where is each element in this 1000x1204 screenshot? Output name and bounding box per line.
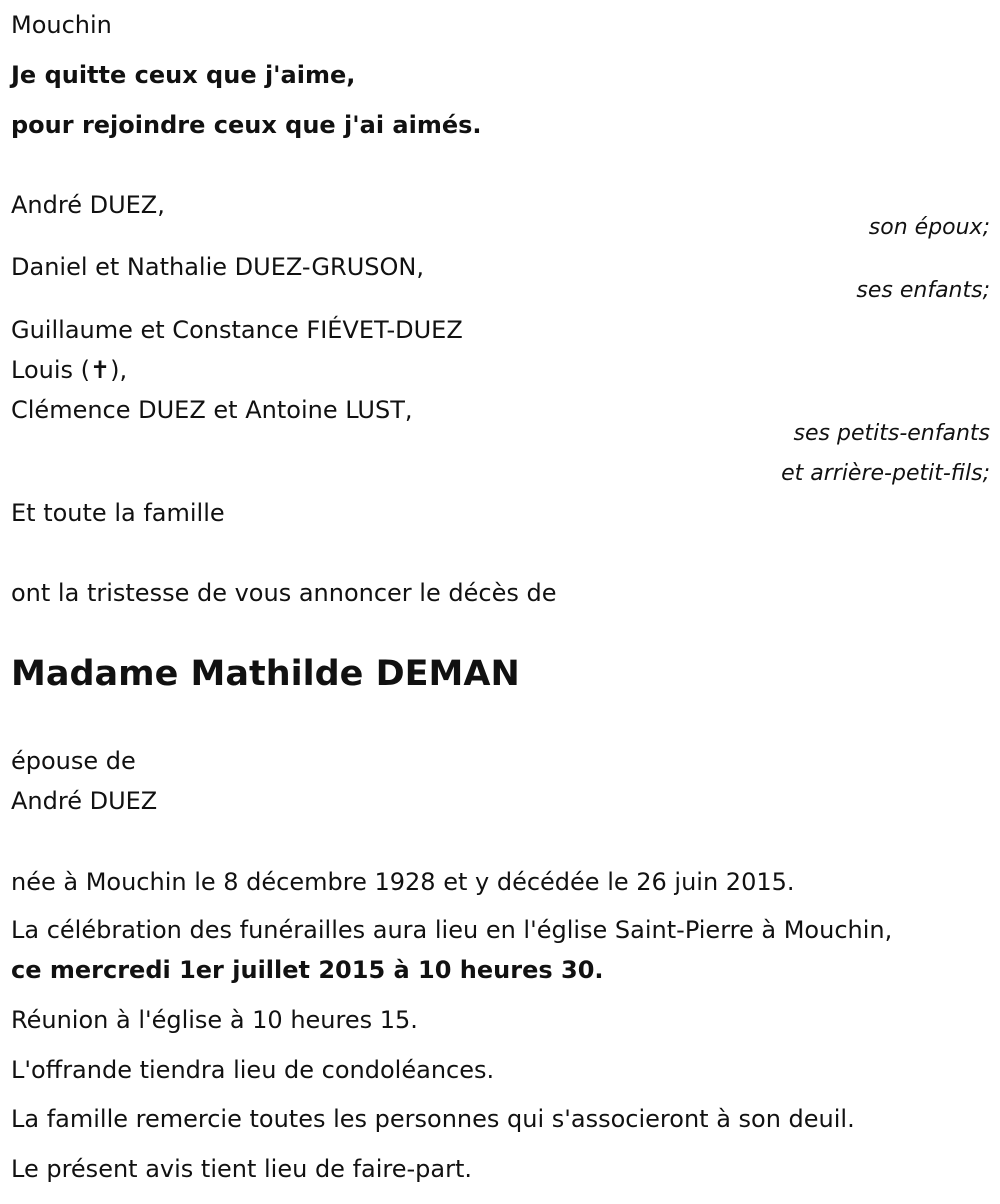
grandchild-line-3: Clémence DUEZ et Antoine LUST,: [11, 396, 413, 424]
announcement-intro: ont la tristesse de vous annoncer le décès de: [11, 579, 557, 607]
meeting-time: Réunion à l'église à 10 heures 15.: [11, 1006, 418, 1034]
grandchildren-role-line-2: et arrière-petit-fils;: [781, 461, 990, 486]
birth-death-dates: née à Mouchin le 8 décembre 1928 et y décédée le 26 juin 2015.: [11, 868, 795, 896]
ceremony-date: ce mercredi 1er juillet 2015 à 10 heures 30.: [11, 956, 604, 984]
town-heading: Mouchin: [11, 11, 112, 39]
spouse-name: André DUEZ,: [11, 191, 165, 219]
deceased-name: Madame Mathilde DEMAN: [11, 654, 520, 694]
quote-line-2: pour rejoindre ceux que j'ai aimés.: [11, 111, 482, 139]
ceremony-location: La célébration des funérailles aura lieu en l'église Saint-Pierre à Mouchin,: [11, 916, 893, 944]
wife-of-name: André DUEZ: [11, 787, 158, 815]
grandchildren-role-line-1: ses petits-enfants: [793, 421, 990, 446]
grandchild-line-2: Louis (✝),: [11, 356, 128, 384]
notice-note: Le présent avis tient lieu de faire-part.: [11, 1155, 473, 1183]
wife-of-label: épouse de: [11, 747, 136, 775]
grandchild-line-1: Guillaume et Constance FIÉVET-DUEZ: [11, 316, 463, 344]
children-role: ses enfants;: [856, 278, 990, 303]
quote-line-1: Je quitte ceux que j'aime,: [11, 61, 356, 89]
offering-note: L'offrande tiendra lieu de condoléances.: [11, 1056, 495, 1084]
rest-of-family: Et toute la famille: [11, 499, 225, 527]
children-names: Daniel et Nathalie DUEZ-GRUSON,: [11, 253, 424, 281]
thanks-note: La famille remercie toutes les personnes qui s'associeront à son deuil.: [11, 1105, 855, 1133]
spouse-role: son époux;: [868, 215, 990, 240]
